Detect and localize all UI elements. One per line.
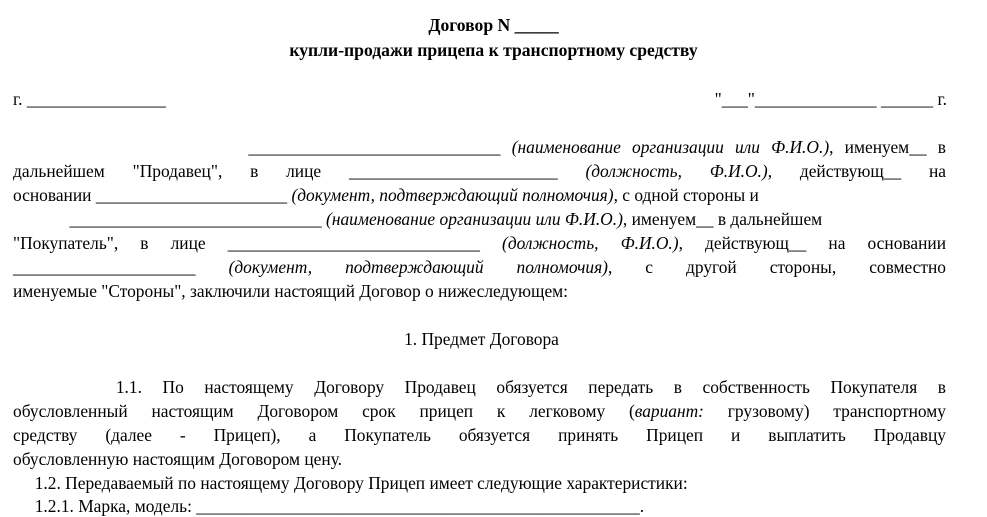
date-field: "___"______________ ______ г. xyxy=(714,89,947,109)
para-line: 1.1. По настоящему Договору Продавец обязуется передать в собственность Покупателя в xyxy=(13,377,946,397)
section-heading: 1. Предмет Договора xyxy=(404,329,559,349)
para-1-2: 1.2. Передаваемый по настоящему Договору Прицеп имеет следующие характеристики: xyxy=(13,473,688,493)
para-1-2-1: 1.2.1. Марка, модель: ___________________________________________________. xyxy=(13,496,645,516)
doc-title-line2: купли-продажи прицепа к транспортному средству xyxy=(289,40,698,60)
city-field: г. ________________ xyxy=(13,89,166,109)
para-line: "Покупатель", в лице _____________________________ (должность, Ф.И.О.), действующ__ на основании xyxy=(13,233,947,253)
para-line: дальнейшем "Продавец", в лице ________________________ (должность, Ф.И.О.), действующ__ на xyxy=(13,161,946,181)
doc-title-line1: Договор N _____ xyxy=(428,15,559,35)
para-line: обусловленную настоящим Договором цену. xyxy=(13,449,343,469)
para-line: именуемые "Стороны", заключили настоящий Договор о нижеследующем: xyxy=(13,281,568,301)
para-line: _____________________________ (наименование организации или Ф.И.О.), именуем__ в xyxy=(13,137,946,157)
para-line: _____________________ (документ, подтверждающий полномочия), с другой стороны, совместно xyxy=(13,257,947,277)
para-line: _____________________________ (наименование организации или Ф.И.О.), именуем__ в дальнейшем xyxy=(13,209,823,229)
para-line: средству (далее - Прицеп), а Покупатель обязуется принять Прицеп и выплатить Продавцу xyxy=(13,425,946,445)
para-line: обусловленный настоящим Договором срок прицеп к легковому (вариант: грузовому) транспортному xyxy=(13,401,947,421)
para-line: основании ______________________ (документ, подтверждающий полномочия), с одной стороны и xyxy=(13,185,759,205)
